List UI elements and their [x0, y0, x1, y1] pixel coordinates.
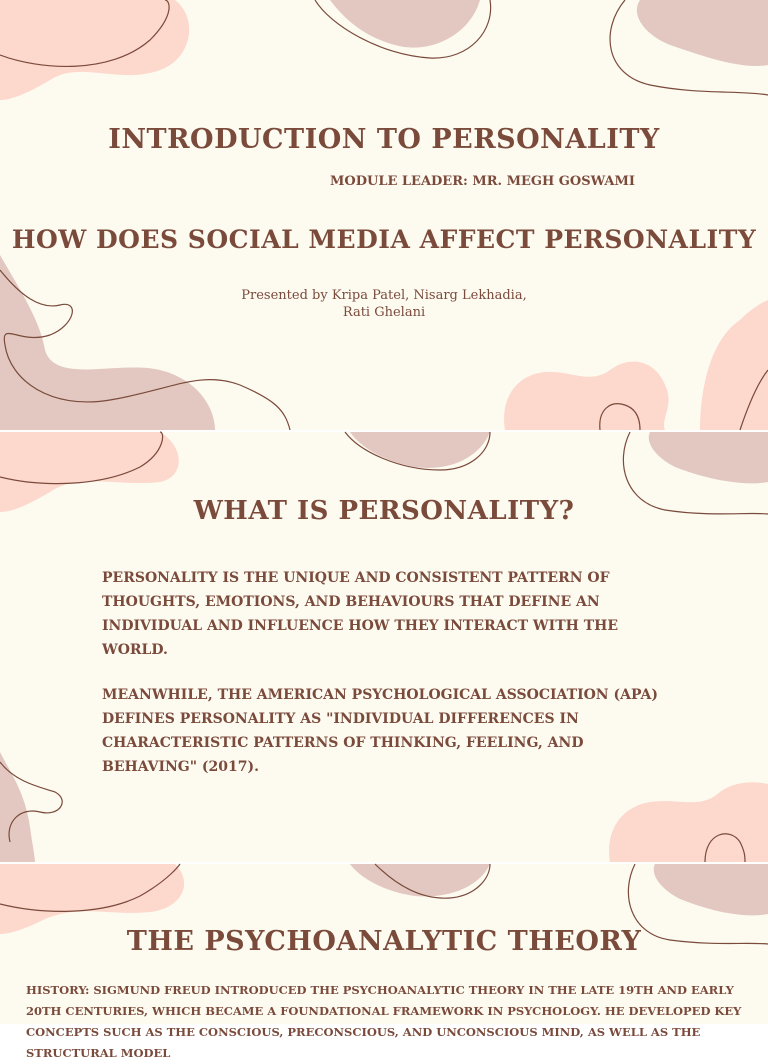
module-leader-text: MODULE LEADER: MR. MEGH GOSWAMI — [330, 174, 635, 189]
apa-definition-paragraph: MEANWHILE, THE AMERICAN PSYCHOLOGICAL ASSOCIATION (APA) DEFINES PERSONALITY AS "INDIVIDUAL DIFFERENCES IN CHARACTERISTIC PATTERNS OF THINKING, FEELING, AND BEHAVING" (2017). — [102, 687, 658, 775]
definition-paragraph: PERSONALITY IS THE UNIQUE AND CONSISTENT PATTERN OF THOUGHTS, EMOTIONS, AND BEHAVIOURS THAT DEFINE AN INDIVIDUAL AND INFLUENCE HOW THEY INTERACT WITH THE WORLD. — [102, 570, 619, 658]
slide-what-is-personality — [0, 432, 768, 862]
presentation-topic: HOW DOES SOCIAL MEDIA AFFECT PERSONALITY — [11, 225, 757, 254]
slide-title-heading: INTRODUCTION TO PERSONALITY — [108, 124, 660, 155]
slide-psychoanalytic-theory — [0, 864, 768, 1060]
section-heading: THE PSYCHOANALYTIC THEORY — [126, 926, 642, 957]
presenters-line-2: Rati Ghelani — [342, 305, 426, 320]
history-paragraph: HISTORY: SIGMUND FREUD INTRODUCED THE PSYCHOANALYTIC THEORY IN THE LATE 19TH AND EARLY 20TH CENTURIES, WHICH BECAME A FOUNDATIONAL FRAMEWORK IN PSYCHOLOGY. HE DEVELOPED KEY CONCEPTS SUCH AS THE CONSCIOUS, PRECONSCIOUS, AND UNCONSCIOUS MIND, AS WELL AS THE STRUCTURAL MODEL — [26, 983, 742, 1060]
slide-title — [0, 0, 768, 430]
decorative-blobs — [0, 0, 768, 430]
section-heading: WHAT IS PERSONALITY? — [193, 496, 575, 526]
presenters-line-1: Presented by Kripa Patel, Nisarg Lekhadia, — [241, 288, 527, 303]
